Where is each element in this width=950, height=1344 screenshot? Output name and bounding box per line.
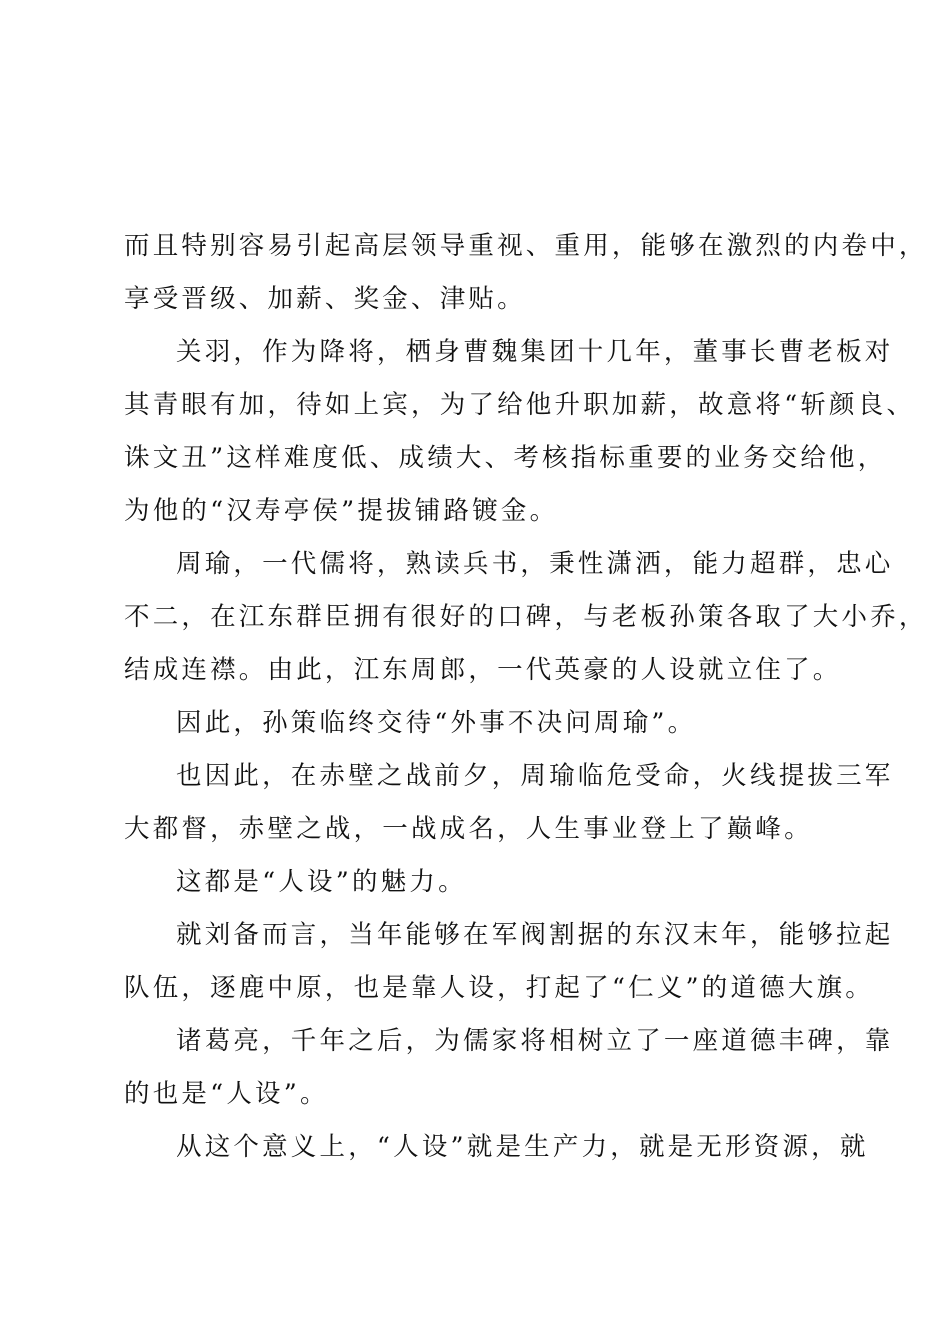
text-line: 结成连襟。由此，江东周郎，一代英豪的人设就立住了。 xyxy=(124,655,842,685)
body-text xyxy=(124,220,928,1174)
text-line: 关羽，作为降将，栖身曹魏集团十几年，董事长曹老板对 xyxy=(176,337,894,367)
text-line: 而且特别容易引起高层领导重视、重用，能够在激烈的内卷中， xyxy=(124,231,928,261)
text-line: 诸葛亮，千年之后，为儒家将相树立了一座道德丰碑，靠 xyxy=(176,1026,894,1056)
text-line: 大都督，赤壁之战，一战成名，人生事业登上了巅峰。 xyxy=(124,814,813,844)
text-line: 诛文丑”这样难度低、成绩大、考核指标重要的业务交给他， xyxy=(124,443,887,473)
text-line: 这都是“人设”的魅力。 xyxy=(176,867,467,897)
text-line: 因此，孙策临终交待“外事不决问周瑜”。 xyxy=(176,708,697,738)
text-line: 的也是“人设”。 xyxy=(124,1079,329,1109)
text-line: 队伍，逐鹿中原，也是靠人设，打起了“仁义”的道德大旗。 xyxy=(124,973,874,1003)
text-line: 其青眼有加，待如上宾，为了给他升职加薪，故意将“斩颜良、 xyxy=(124,390,916,420)
text-line: 就刘备而言，当年能够在军阀割据的东汉末年，能够拉起 xyxy=(176,920,894,950)
text-line: 为他的“汉寿亭侯”提拔铺路镀金。 xyxy=(124,496,559,526)
text-line: 享受晋级、加薪、奖金、津贴。 xyxy=(124,284,526,314)
text-line: 从这个意义上，“人设”就是生产力，就是无形资源，就 xyxy=(176,1132,869,1162)
text-line: 不二，在江东群臣拥有很好的口碑，与老板孙策各取了大小乔， xyxy=(124,602,928,632)
text-line: 周瑜，一代儒将，熟读兵书，秉性潇洒，能力超群，忠心 xyxy=(176,549,894,579)
text-line: 也因此，在赤壁之战前夕，周瑜临危受命，火线提拔三军 xyxy=(176,761,894,791)
